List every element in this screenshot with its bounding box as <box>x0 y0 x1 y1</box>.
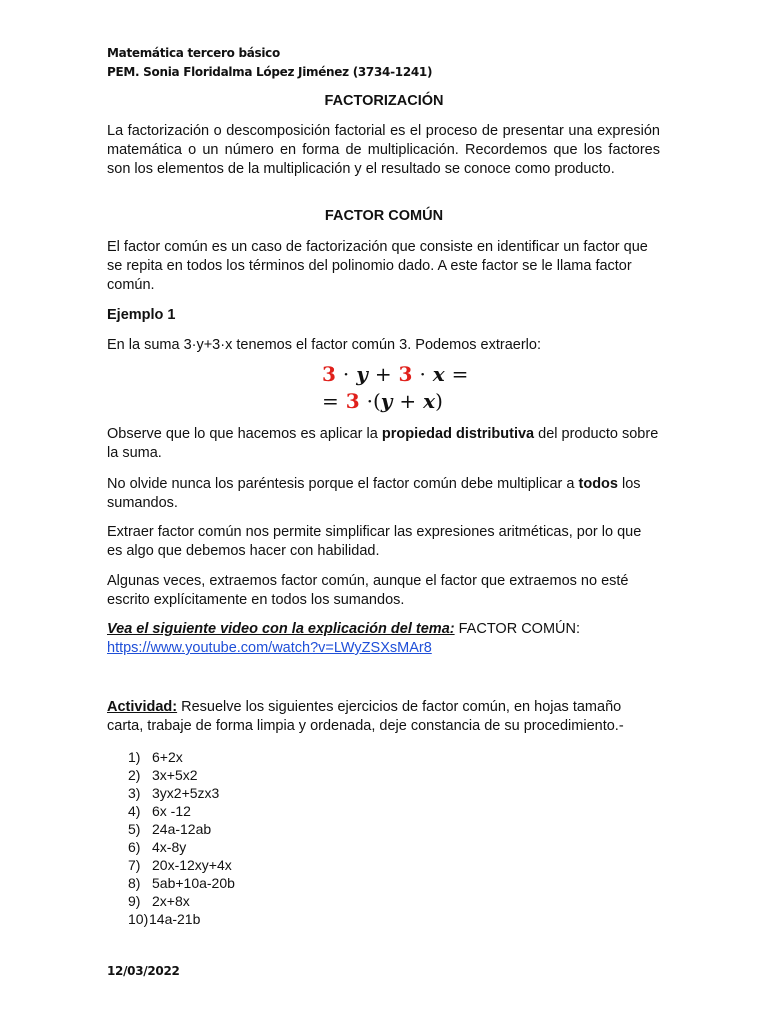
observation-bold: propiedad distributiva <box>381 426 535 442</box>
sometimes-paragraph: Algunas veces, extraemos factor común, aunque el factor que extraemos no esté escrito explícitamente en todos los sumandos. <box>107 573 629 608</box>
list-item <box>128 748 235 766</box>
list-item <box>128 802 235 820</box>
formula-line-1 <box>322 362 468 386</box>
exercise-number: 2) <box>128 767 141 783</box>
activity-label: Actividad: <box>107 699 178 715</box>
list-item <box>128 892 235 910</box>
formula-dot: · <box>419 362 426 386</box>
exercise-number: 10) <box>128 911 149 927</box>
formula-dot: · <box>342 362 350 386</box>
list-item <box>128 910 235 928</box>
observation-text: Observe que lo que hacemos es aplicar la <box>107 426 382 442</box>
formula-common-factor: 3 <box>322 362 336 386</box>
example-heading: Ejemplo 1 <box>107 307 176 323</box>
example-text: En la suma 3·y+3·x tenemos el factor común 3. Podemos extraerlo: <box>107 337 541 353</box>
list-item <box>128 856 235 874</box>
video-link[interactable]: https://www.youtube.com/watch?v=LWyZSXsMAr8 <box>107 640 432 656</box>
header-teacher: PEM. Sonia Floridalma López Jiménez (3734-1241) <box>107 65 433 79</box>
exercise-text: 6+2x <box>152 749 183 765</box>
exercise-number: 9) <box>128 893 141 909</box>
exercise-number: 4) <box>128 803 141 819</box>
exercise-number: 1) <box>128 749 141 765</box>
footer-date: 12/03/2022 <box>107 964 180 978</box>
exercise-text: 3x+5x2 <box>152 767 198 783</box>
reminder-bold: todos <box>578 476 618 492</box>
video-label: Vea el siguiente video con la explicación del tema: <box>107 621 455 637</box>
list-item <box>128 820 235 838</box>
formula-equals: = <box>322 389 339 413</box>
formula-common-factor: 3 <box>398 362 413 386</box>
activity-text: Resuelve los siguientes ejercicios de factor común, en hojas tamaño carta, trabaje de forma limpia y ordenada, deje constancia de su procedimiento.- <box>107 699 624 734</box>
exercise-text: 3yx2+5zx3 <box>152 785 220 801</box>
formula-var-x: x <box>432 362 445 386</box>
exercise-number: 3) <box>128 785 141 801</box>
formula-plus: + <box>399 389 417 413</box>
formula-paren-open: ( <box>372 389 381 413</box>
exercise-number: 6) <box>128 839 141 855</box>
extract-paragraph: Extraer factor común nos permite simplificar las expresiones aritméticas, por lo que es algo que debemos hacer con habilidad. <box>107 524 642 559</box>
exercise-number: 5) <box>128 821 141 837</box>
reminder-paragraph <box>107 475 660 513</box>
list-item <box>128 838 235 856</box>
formula-var-x: x <box>423 389 436 413</box>
formula-var-y: y <box>356 362 368 386</box>
exercise-text: 20x-12xy+4x <box>152 857 232 873</box>
exercise-text: 24a-12ab <box>152 821 212 837</box>
formula-line-2 <box>322 389 443 413</box>
header-course: Matemática tercero básico <box>107 46 280 60</box>
exercise-list <box>128 748 235 928</box>
exercise-number: 8) <box>128 875 141 891</box>
intro-paragraph: La factorización o descomposición factorial es el proceso de presentar una expresión matemática o un número en forma de multiplicación. Recordemos que los factores son los elementos de la multiplicación y el resultado se conoce como producto. <box>107 123 660 177</box>
formula-dot: · <box>366 389 373 413</box>
page-title: FACTORIZACIÓN <box>324 93 444 109</box>
list-item <box>128 874 235 892</box>
video-topic: FACTOR COMÚN: <box>454 621 580 637</box>
exercise-text: 2x+8x <box>152 893 190 909</box>
reminder-text: No olvide nunca los paréntesis porque el factor común debe multiplicar a <box>107 476 579 492</box>
exercise-text: 4x-8y <box>152 839 187 855</box>
observation-text-end: del producto sobre la suma. <box>107 426 659 461</box>
exercise-number: 7) <box>128 857 141 873</box>
activity-paragraph <box>107 698 652 736</box>
exercise-text: 6x -12 <box>152 803 191 819</box>
observation-paragraph <box>107 425 660 463</box>
formula-var-y: y <box>380 389 393 413</box>
exercise-text: 14a-21b <box>149 911 201 927</box>
exercise-text: 5ab+10a-20b <box>152 875 235 891</box>
reminder-text-end: los sumandos. <box>107 476 641 511</box>
definition-paragraph: El factor común es un caso de factorización que consiste en identificar un factor que se repita en todos los términos del polinomio dado. A este factor se le llama factor común. <box>107 239 648 293</box>
video-paragraph <box>107 620 660 658</box>
list-item <box>128 766 235 784</box>
formula-plus: + <box>374 362 392 386</box>
formula-common-factor: 3 <box>345 389 360 413</box>
formula-paren-close: ) <box>435 389 443 413</box>
section-title: FACTOR COMÚN <box>324 208 444 224</box>
list-item <box>128 784 235 802</box>
formula-equals: = <box>451 362 469 386</box>
